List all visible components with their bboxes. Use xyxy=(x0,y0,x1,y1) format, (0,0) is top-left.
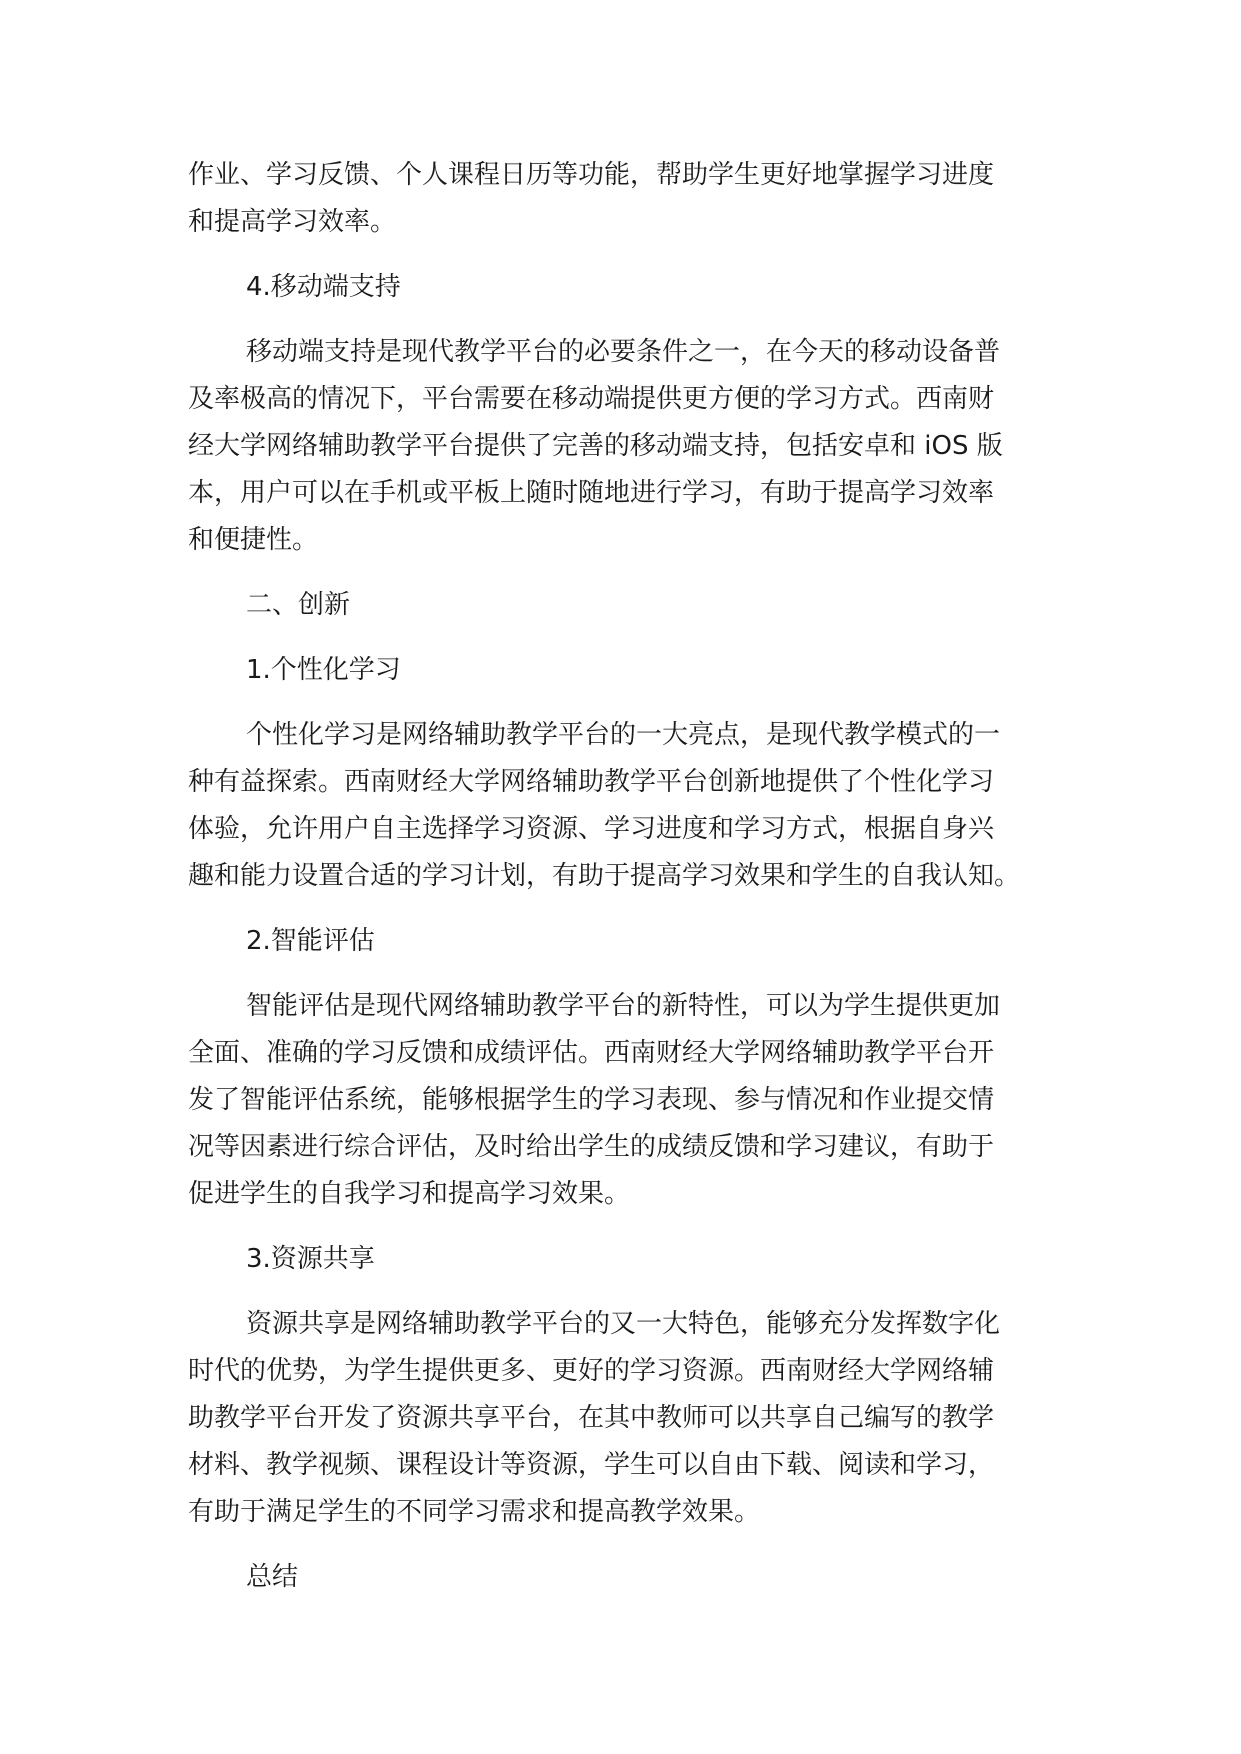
text-line: 智能评估是现代网络辅助教学平台的新特性，可以为学生提供更加 xyxy=(246,991,1001,1021)
text-line: 种有益探索。西南财经大学网络辅助教学平台创新地提供了个性化学习 xyxy=(188,767,995,797)
section-heading-resource-sharing: 3.资源共享 xyxy=(246,1244,375,1274)
paragraph-resource-sharing xyxy=(188,1301,1068,1536)
text-line: 趣和能力设置合适的学习计划，有助于提高学习效果和学生的自我认知。 xyxy=(188,861,1021,891)
text-line: 全面、准确的学习反馈和成绩评估。西南财经大学网络辅助教学平台开 xyxy=(188,1038,995,1068)
chapter-heading-innovation: 二、创新 xyxy=(246,590,351,620)
text-line: 促进学生的自我学习和提高学习效果。 xyxy=(188,1179,631,1209)
text-line: 个性化学习是网络辅助教学平台的一大亮点，是现代教学模式的一 xyxy=(246,720,1001,750)
section-heading-mobile-support: 4.移动端支持 xyxy=(246,272,401,302)
text-line: 移动端支持是现代教学平台的必要条件之一，在今天的移动设备普 xyxy=(246,337,1001,367)
section-heading-smart-assessment: 2.智能评估 xyxy=(246,926,375,956)
chapter-heading-summary: 总结 xyxy=(246,1562,299,1592)
text-line: 助教学平台开发了资源共享平台，在其中教师可以共享自己编写的教学 xyxy=(188,1403,995,1433)
paragraph-personalized-learning xyxy=(188,712,1068,900)
text-line: 况等因素进行综合评估，及时给出学生的成绩反馈和学习建议，有助于 xyxy=(188,1132,995,1162)
paragraph-continuation xyxy=(188,152,1068,246)
text-line: 时代的优势，为学生提供更多、更好的学习资源。西南财经大学网络辅 xyxy=(188,1356,995,1386)
document-body xyxy=(188,152,1068,1619)
text-line: 有助于满足学生的不同学习需求和提高教学效果。 xyxy=(188,1497,761,1527)
text-line: 经大学网络辅助教学平台提供了完善的移动端支持，包括安卓和 iOS 版 xyxy=(188,431,1003,461)
paragraph-mobile-support xyxy=(188,329,1068,564)
text-line: 本，用户可以在手机或平板上随时随地进行学习，有助于提高学习效率 xyxy=(188,478,995,508)
text-line: 体验，允许用户自主选择学习资源、学习进度和学习方式，根据自身兴 xyxy=(188,814,995,844)
text-line: 资源共享是网络辅助教学平台的又一大特色，能够充分发挥数字化 xyxy=(246,1309,1001,1339)
text-line: 和提高学习效率。 xyxy=(188,207,397,237)
paragraph-smart-assessment xyxy=(188,983,1068,1218)
section-heading-personalized-learning: 1.个性化学习 xyxy=(246,655,401,685)
text-line: 发了智能评估系统，能够根据学生的学习表现、参与情况和作业提交情 xyxy=(188,1085,995,1115)
text-line: 和便捷性。 xyxy=(188,525,319,555)
text-line: 材料、教学视频、课程设计等资源，学生可以自由下载、阅读和学习， xyxy=(188,1450,995,1480)
text-line: 及率极高的情况下，平台需要在移动端提供更方便的学习方式。西南财 xyxy=(188,384,995,414)
text-line: 作业、学习反馈、个人课程日历等功能，帮助学生更好地掌握学习进度 xyxy=(188,160,995,190)
